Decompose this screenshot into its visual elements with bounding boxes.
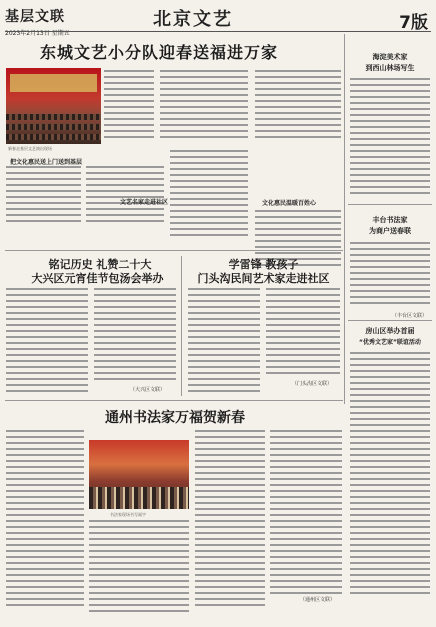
sidebar-low-headline-2: “优秀文艺家”联谊活动 [359, 339, 421, 346]
sidebar-divider [344, 34, 345, 404]
lead-text-col4 [6, 166, 81, 226]
sidebar-mid-text [350, 242, 430, 308]
sidebar-top-headline-2: 到西山林场写生 [365, 64, 415, 72]
page-header-left [5, 6, 70, 37]
mid-left-text-col1 [6, 288, 88, 396]
lead-text-col3 [255, 70, 341, 142]
page-header-right [399, 8, 428, 33]
mid-right-headline: 学雷锋 教孩子 [228, 258, 299, 271]
sidebar-mid-author: （丰台区文联） [392, 313, 428, 319]
bottom-photo-caption: 书法家现场书写福字 [110, 512, 146, 517]
bottom-text-col3 [195, 430, 265, 610]
lead-text-col5 [86, 166, 164, 226]
mid-left-headline: 铭记历史 礼赞二十大 [48, 258, 152, 271]
lead-text-col2 [160, 70, 248, 142]
lead-subhead-3: 文化惠民温暖百姓心 [262, 200, 317, 207]
lead-text-col6 [170, 150, 248, 240]
lead-photo-caption: 新春走基层文艺演出现场 [8, 146, 52, 151]
bottom-text-col2 [89, 520, 189, 616]
mid-right-headline-2: 门头沟民间艺术家走进社区 [197, 272, 330, 285]
lead-photo [6, 68, 101, 144]
mid-left-author: （大兴区文联） [130, 387, 166, 393]
bottom-photo [89, 440, 189, 509]
lead-subhead-2: 文艺名家走进社区 [120, 199, 169, 206]
bottom-author: （通州区文联） [300, 597, 336, 603]
header-rule [5, 31, 431, 32]
lead-headline: 东城文艺小分队迎春送福进万家 [40, 43, 279, 62]
sidebar-top-text [350, 78, 430, 198]
sidebar-low-headline: 房山区举办首届 [365, 327, 415, 335]
issue-date: 2023年2月13日 星期五 [5, 30, 70, 37]
page-number: 7版 [399, 13, 428, 33]
sidebar-low-text [350, 352, 430, 598]
mid-right-text-col1 [188, 288, 260, 396]
sidebar-mid-headline-2: 为商户送春联 [369, 227, 411, 235]
mid-right-text-col2 [266, 288, 340, 378]
mid-right-author: （门头沟区文联） [292, 381, 333, 387]
lead-text-col1 [104, 70, 154, 142]
section-title: 基层文联 [5, 9, 65, 25]
masthead: 北京文艺 [153, 9, 233, 30]
sidebar-mid-headline: 丰台书法家 [372, 216, 408, 224]
lead-subhead-1: 把文化惠民送上门送到基层 [10, 159, 83, 166]
mid-left-text-col2 [94, 288, 176, 384]
mid-left-headline-2: 大兴区元宵佳节包汤会举办 [31, 272, 164, 285]
bottom-text-col4 [270, 430, 342, 598]
bottom-text-col1 [6, 430, 84, 610]
sidebar-top-headline: 海淀美术家 [372, 53, 408, 61]
bottom-headline: 通州书法家万福贺新春 [105, 410, 245, 426]
